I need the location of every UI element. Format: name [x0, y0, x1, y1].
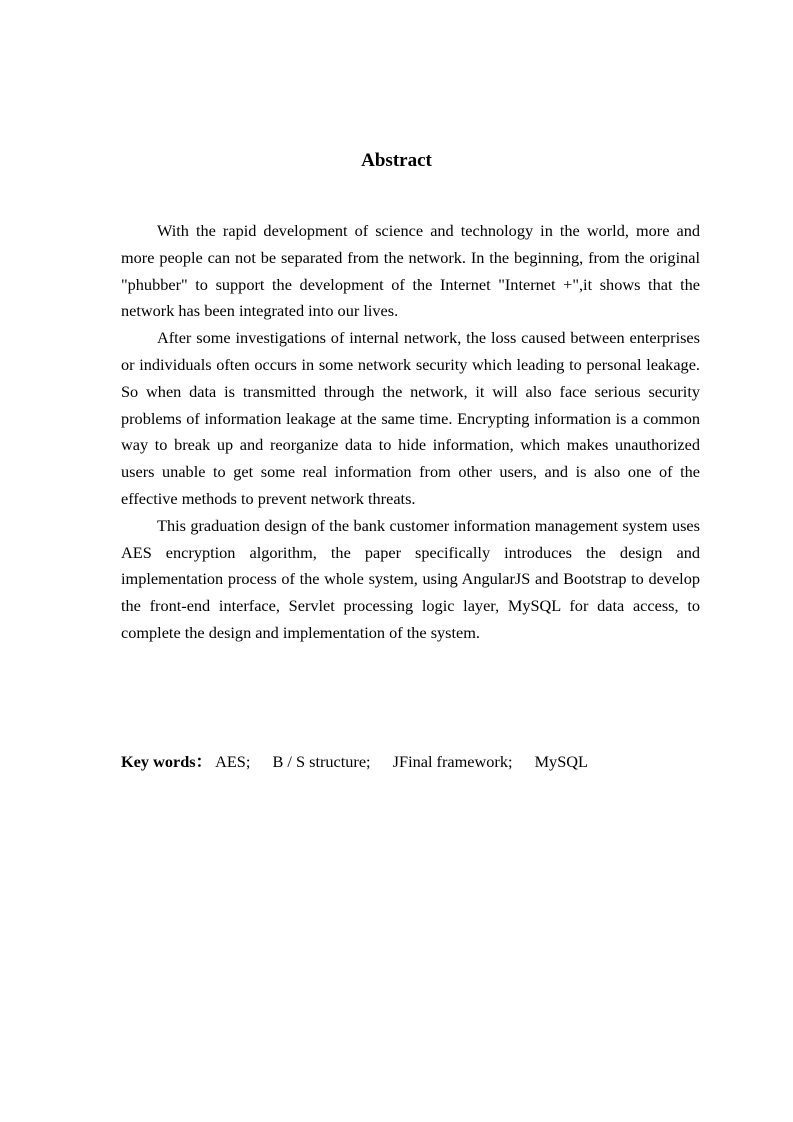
abstract-paragraph-1: With the rapid development of science and technology in the world, more and more people can not be separated from the network. In the beginning, from the original "phubber" to support the development of the Internet "Internet +",it shows that the network has been integrated into our lives.	[121, 221, 700, 321]
keywords-line	[121, 750, 721, 774]
keyword-item: AES;	[215, 752, 251, 771]
abstract-paragraph-3: This graduation design of the bank customer information management system uses AES encryption algorithm, the paper specifically introduces the design and implementation process of the whole system, using AngularJS and Bootstrap to develop the front-end interface, Servlet processing logic layer, MySQL for data access, to complete the design and implementation of the system.	[121, 515, 700, 642]
abstract-paragraph-2: After some investigations of internal network, the loss caused between enterprises or individuals often occurs in some network security which leading to personal leakage. So when data is transmitted through the network, it will also face serious security problems of information leakage at the same time. Encrypting information is a common way to break up and reorganize data to hide information, which makes unauthorized users unable to get some real information from other users, and is also one of the effective methods to prevent network threats.	[121, 328, 700, 508]
page-title: Abstract	[361, 150, 432, 171]
keyword-item: MySQL	[534, 752, 588, 771]
keywords-label: Key words：	[121, 752, 212, 771]
keyword-item: JFinal framework;	[392, 752, 513, 771]
keyword-item: B / S structure;	[272, 752, 371, 771]
abstract-body	[121, 218, 700, 647]
